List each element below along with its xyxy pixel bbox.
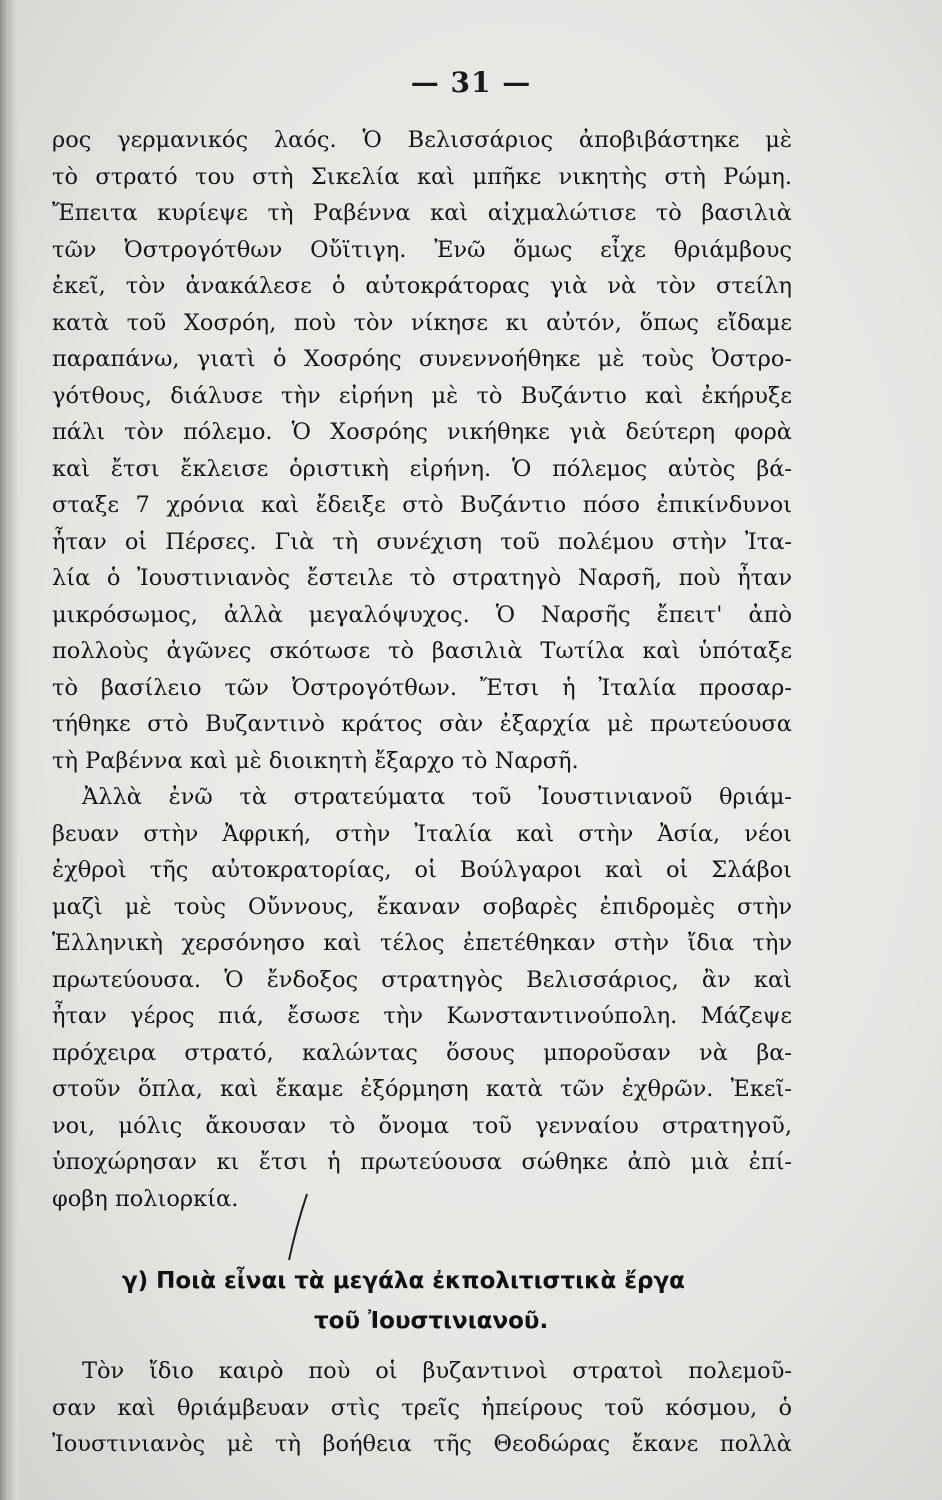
- text-line: τὴ Ραβέννα καὶ μὲ διοικητὴ ἔξαρχο τὸ Ναρσῆ.: [52, 747, 579, 774]
- text-line: μικρόσωμος, ἀλλὰ μεγαλόψυχος. Ὁ Ναρσῆς ἔπειτ' ἀπὸ: [52, 601, 792, 628]
- text-line: πάλι τὸν πόλεμο. Ὁ Χοσρόης νικήθηκε γιὰ δεύτερη φορὰ: [52, 419, 792, 445]
- text-line: σταξε 7 χρόνια καὶ ἔδειξε στὸ Βυζάντιο πόσο ἐπικίνδυνοι: [52, 492, 792, 518]
- section-heading-line: γ) Ποιὰ εἶναι τὰ μεγάλα ἐκπολιτιστικὰ ἔργα: [122, 1268, 685, 1294]
- text-line: νοι, μόλις ἄκουσαν τὸ ὄνομα τοῦ γενναίου στρατηγοῦ,: [52, 1112, 792, 1139]
- text-line: ὑποχώρησαν κι ἔτσι ἡ πρωτεύουσα σώθηκε ἀπὸ μιὰ ἐπί-: [52, 1149, 792, 1175]
- text-line: λία ὁ Ἰουστινιανὸς ἔστειλε τὸ στρατηγὸ Ναρσῆ, ποὺ ἦταν: [52, 565, 792, 591]
- text-line: πολλοὺς ἀγῶνες σκότωσε τὸ βασιλιὰ Τωτίλα καὶ ὑπόταξε: [52, 638, 792, 664]
- text-line: τὸ στρατό του στὴ Σικελία καὶ μπῆκε νικητὴς στὴ Ρώμη.: [52, 163, 792, 190]
- text-line: τὸ βασίλειο τῶν Ὀστρογότθων. Ἔτσι ἡ Ἰταλία προσαρ-: [52, 674, 792, 701]
- text-line: ἐχθροὶ τῆς αὐτοκρατορίας, οἱ Βούλγαροι καὶ οἱ Σλάβοι: [52, 857, 792, 883]
- text-line: πρόχειρα στρατό, καλώντας ὅσους μποροῦσαν νὰ βα-: [52, 1039, 792, 1066]
- text-line: παραπάνω, γιατὶ ὁ Χοσρόης συνεννοήθηκε μὲ τοὺς Ὀστρο-: [52, 346, 792, 372]
- page-body: [52, 122, 792, 1463]
- text-line: πρωτεύουσα. Ὁ ἔνδοξος στρατηγὸς Βελισσάριος, ἂν καὶ: [52, 966, 792, 993]
- text-line: Ἰουστινιανὸς μὲ τὴ βοήθεια τῆς Θεοδώρας ἔκανε πολλὰ: [52, 1431, 792, 1457]
- section-heading-line: τοῦ Ἰουστινιανοῦ.: [314, 1308, 549, 1334]
- text-line: φοβη πολιορκία.: [52, 1185, 239, 1212]
- section-heading: [52, 1261, 792, 1341]
- text-line: ἐκεῖ, τὸν ἀνακάλεσε ὁ αὐτοκράτορας γιὰ νὰ τὸν στείλη: [52, 273, 792, 299]
- text-line: τῶν Ὀστρογότθων Οὔϊτιγη. Ἐνῶ ὅμως εἶχε θριάμβους: [52, 236, 792, 263]
- text-line: σαν καὶ θριάμβευαν στὶς τρεῖς ἠπείρους τοῦ κόσμου, ὁ: [52, 1394, 792, 1421]
- text-line: κατὰ τοῦ Χοσρόη, ποὺ τὸν νίκησε κι αὐτόν, ὅπως εἴδαμε: [52, 309, 792, 336]
- paragraph-2: [52, 779, 792, 1217]
- text-line: ἦταν οἱ Πέρσες. Γιὰ τὴ συνέχιση τοῦ πολέμου στὴν Ἰτα-: [52, 528, 792, 555]
- paragraph-3: [52, 1353, 792, 1463]
- page-binding-shadow: [0, 0, 18, 1500]
- text-line: Ἑλληνικὴ χερσόνησο καὶ τέλος ἐπετέθηκαν στὴν ἴδια τὴν: [52, 930, 792, 956]
- pen-mark-icon: [283, 1192, 313, 1262]
- section-gap: [52, 1217, 792, 1261]
- heading-gap: [52, 1341, 792, 1353]
- text-line: βευαν στὴν Ἀφρική, στὴν Ἰταλία καὶ στὴν Ἀσία, νέοι: [52, 820, 792, 847]
- page-number: — 31 —: [410, 66, 532, 99]
- text-line: γότθους, διάλυσε τὴν εἰρήνη μὲ τὸ Βυζάντιο καὶ ἐκήρυξε: [52, 382, 792, 409]
- paragraph-1: [52, 122, 792, 779]
- text-line: ἦταν γέρος πιά, ἔσωσε τὴν Κωνσταντινούπολη. Μάζεψε: [52, 1003, 792, 1029]
- text-line: Ἀλλὰ ἐνῶ τὰ στρατεύματα τοῦ Ἰουστινιανοῦ θριάμ-: [82, 784, 792, 810]
- text-line: στοῦν ὅπλα, καὶ ἔκαμε ἐξόρμηση κατὰ τῶν ἐχθρῶν. Ἐκεῖ-: [52, 1076, 792, 1102]
- text-line: Ἔπειτα κυρίεψε τὴ Ραβέννα καὶ αἰχμαλώτισε τὸ βασιλιὰ: [52, 200, 792, 226]
- text-line: Τὸν ἴδιο καιρὸ ποὺ οἱ βυζαντινοὶ στρατοὶ πολεμοῦ-: [82, 1358, 792, 1384]
- text-line: καὶ ἔτσι ἔκλεισε ὁριστικὴ εἰρήνη. Ὁ πόλεμος αὐτὸς βά-: [52, 455, 792, 482]
- text-line: τήθηκε στὸ Βυζαντινὸ κράτος σὰν ἐξαρχία μὲ πρωτεύουσα: [52, 711, 792, 737]
- text-line: ρος γερμανικός λαός. Ὁ Βελισσάριος ἀποβιβάστηκε μὲ: [52, 127, 792, 153]
- text-line: μαζὶ μὲ τοὺς Οὔννους, ἔκαναν σοβαρὲς ἐπιδρομὲς στὴν: [52, 893, 792, 920]
